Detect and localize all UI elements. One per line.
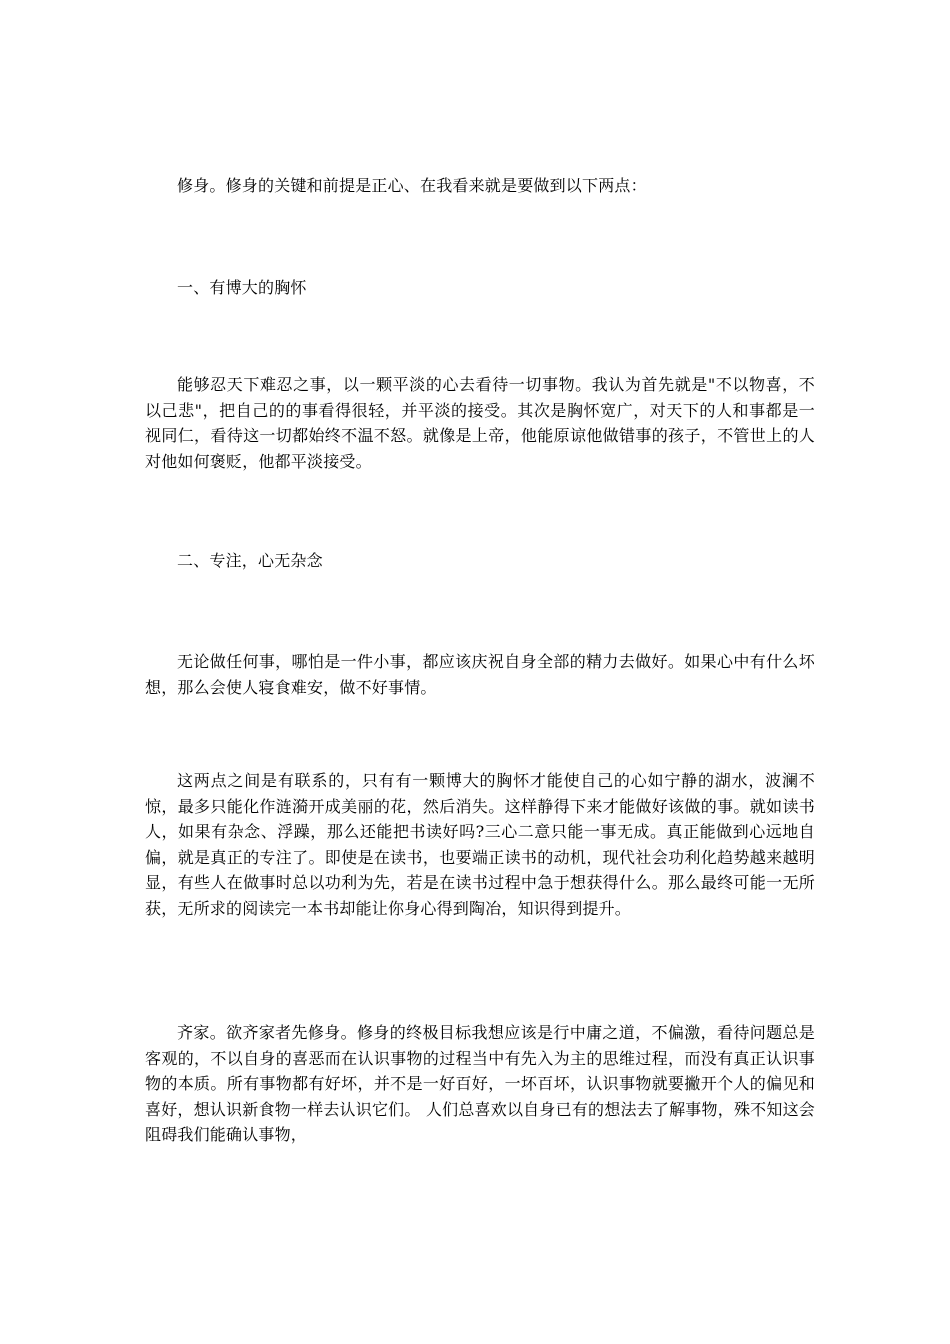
paragraph-family: 齐家。欲齐家者先修身。修身的终极目标我想应该是行中庸之道，不偏激，看待问题总是客观的，不以自身的喜恶而在认识事物的过程当中有先入为主的思维过程，而没有真正认识事物的本质。所有事物都有好坏，并不是一好百好，一坏百坏，认识事物就要撇开个人的偏见和喜好，想认识新食物一样去认识它们。 人们总喜欢以自身已有的想法去了解事物，殊不知这会阻碍我们能确认事物，: [145, 1023, 815, 1144]
paragraph-focus: 无论做任何事，哪怕是一件小事，都应该庆祝自身全部的精力去做好。如果心中有什么坏想，那么会使人寝食难安，做不好事情。: [145, 652, 815, 697]
heading-two: 二、专注，心无杂念: [177, 551, 323, 570]
paragraph-intro: 修身。修身的关键和前提是正心、在我看来就是要做到以下两点：: [177, 176, 647, 195]
paragraph-broad-mind: 能够忍天下难忍之事，以一颗平淡的心去看待一切事物。我认为首先就是"不以物喜，不以己悲"，把自己的的事看得很轻，并平淡的接受。其次是胸怀宽广，对天下的人和事都是一视同仁，看待这一切都始终不温不怒。就像是上帝，他能原谅他做错事的孩子，不管世上的人对他如何褒贬，他都平淡接受。: [145, 375, 815, 471]
paragraph-connection: 这两点之间是有联系的，只有有一颗博大的胸怀才能使自己的心如宁静的湖水，波澜不惊，最多只能化作涟漪开成美丽的花，然后消失。这样静得下来才能做好该做的事。就如读书人，如果有杂念、浮躁，那么还能把书读好吗?三心二意只能一事无成。真正能做到心远地自偏，就是真正的专注了。即使是在读书，也要端正读书的动机，现代社会功利化趋势越来越明显，有些人在做事时总以功利为先，若是在读书过程中急于想获得什么。那么最终可能一无所获，无所求的阅读完一本书却能让你身心得到陶冶，知识得到提升。: [145, 771, 815, 918]
heading-one: 一、有博大的胸怀: [177, 278, 307, 297]
